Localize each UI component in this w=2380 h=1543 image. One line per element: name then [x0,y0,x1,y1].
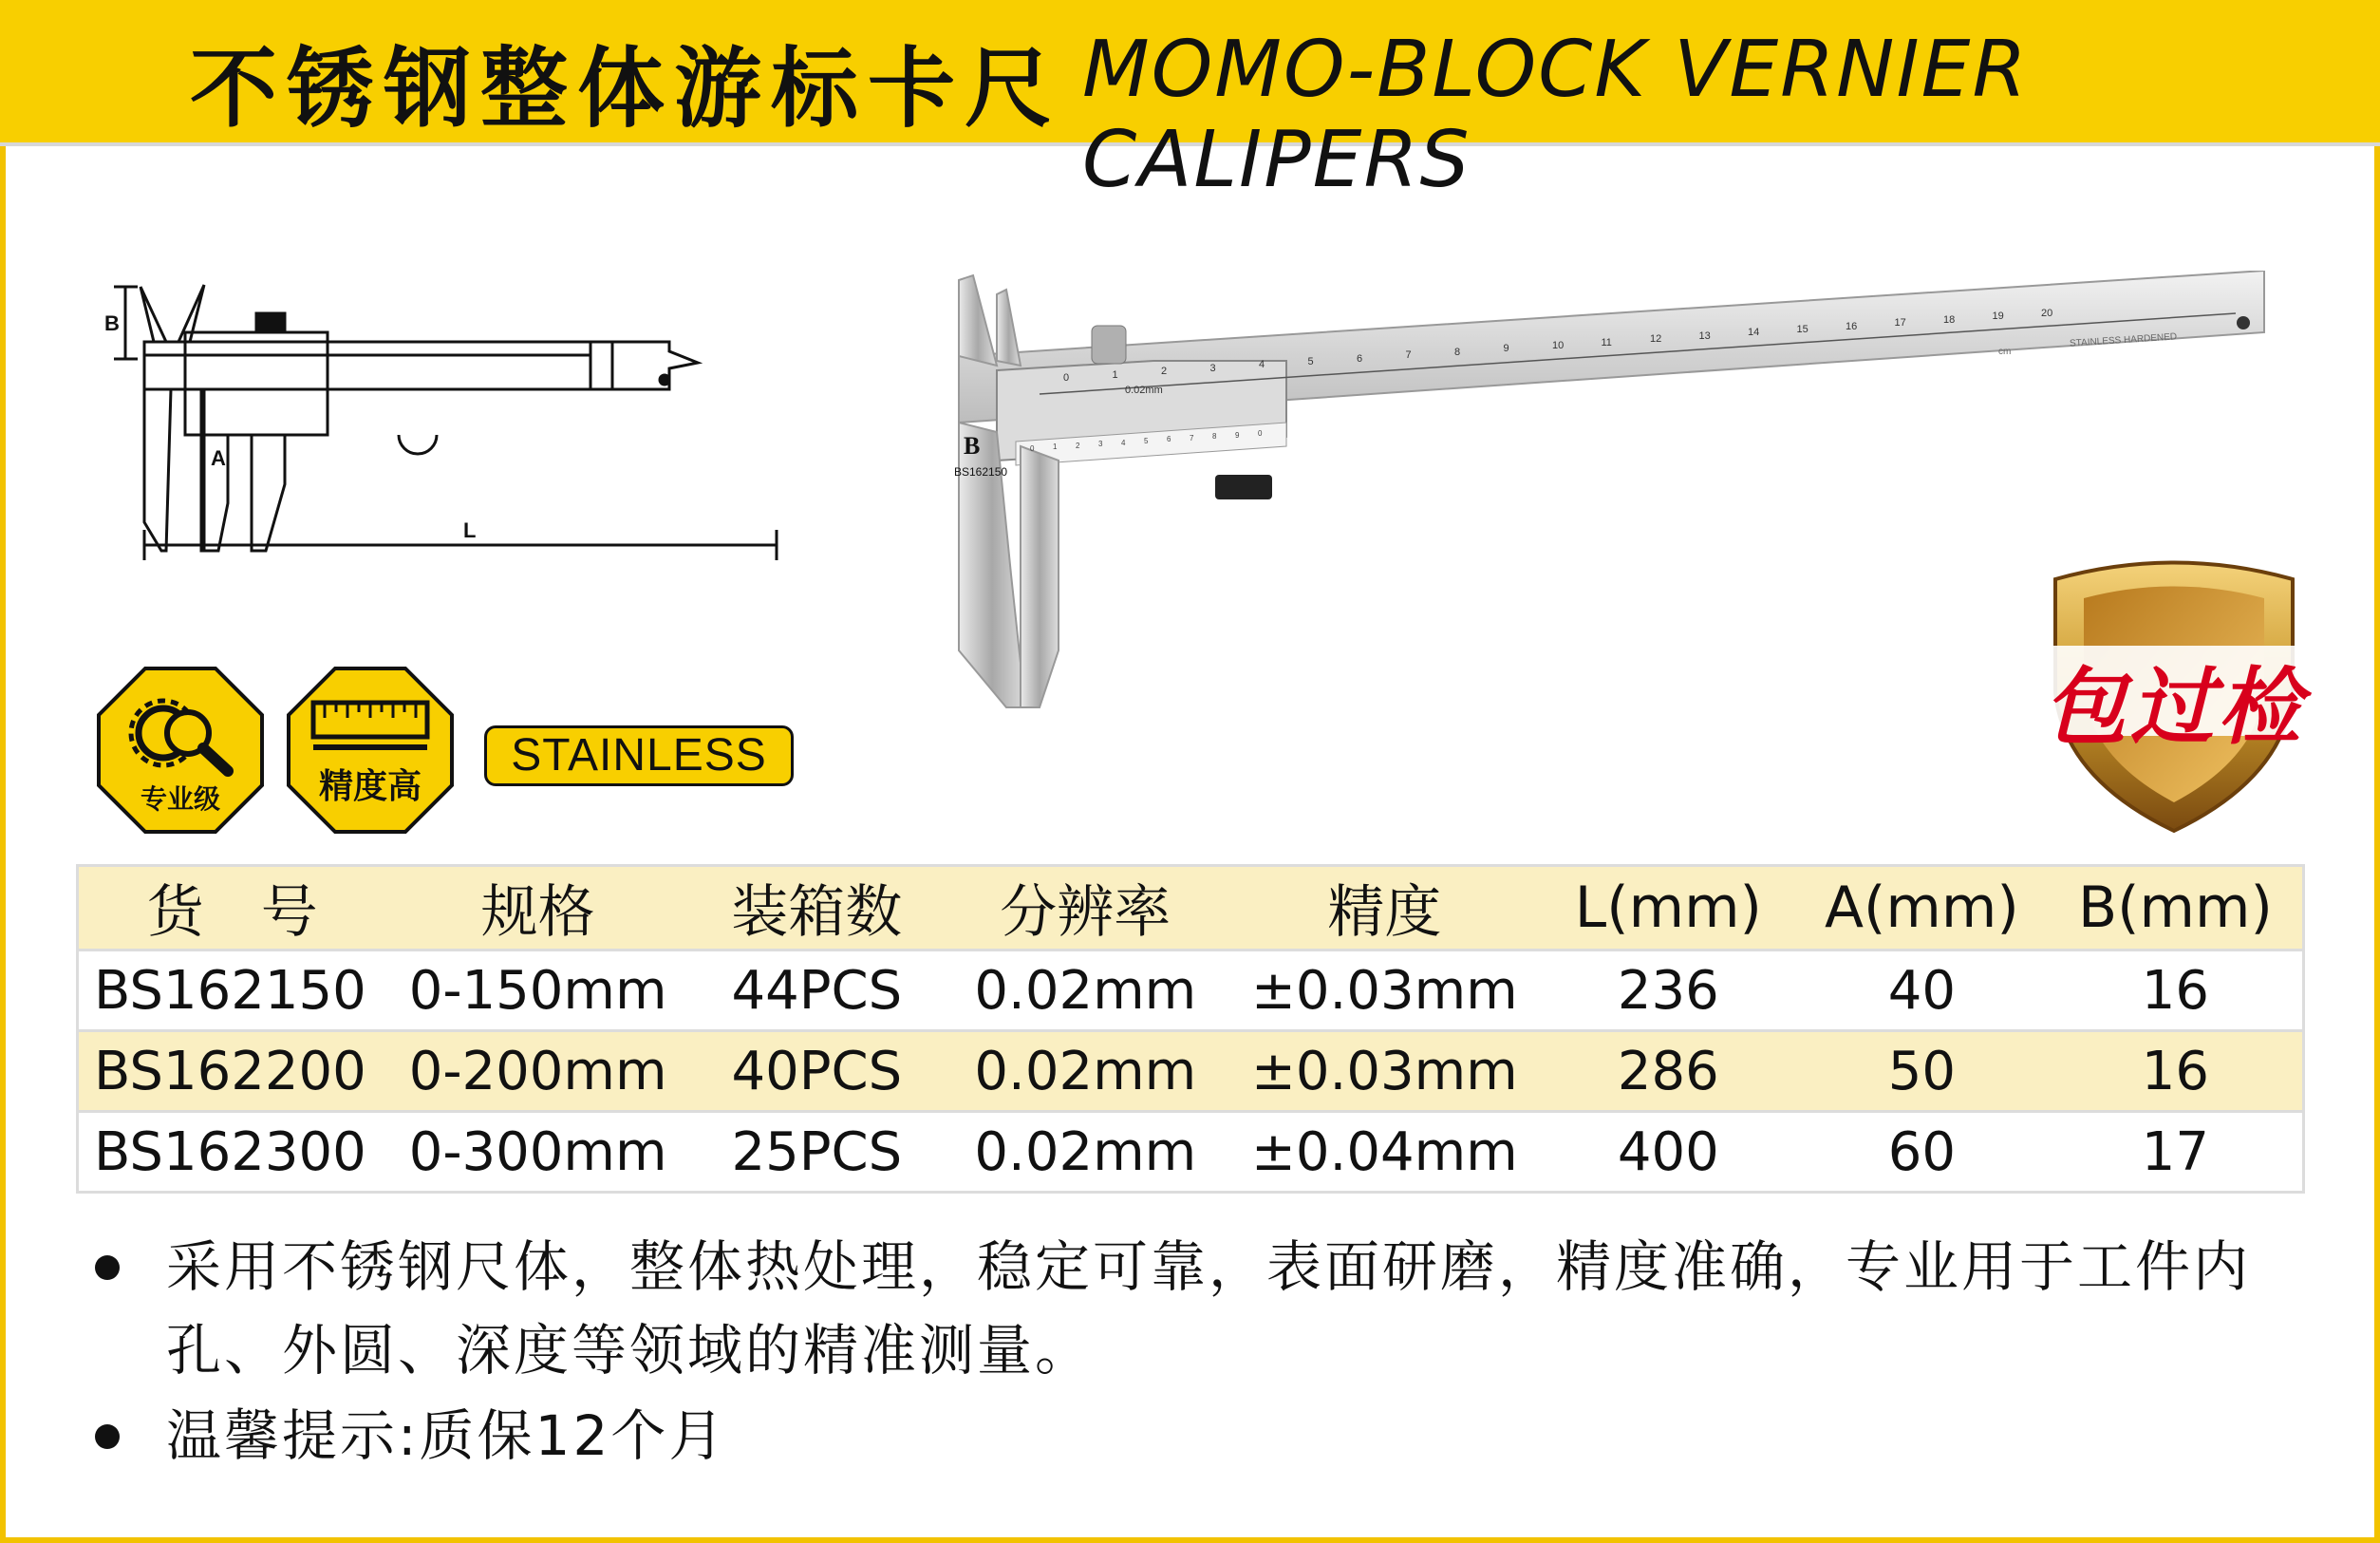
scale-number: 17 [1894,317,1906,329]
vernier-number: 8 [1212,432,1217,442]
cell-pack: 40PCS [690,1031,944,1112]
vernier-number: 0 [1030,444,1035,453]
header-cell: 规格 [385,866,689,950]
cell-range: 0-150mm [385,950,689,1031]
vernier-number: 9 [1235,430,1240,440]
header-cell: 分辨率 [944,866,1227,950]
scale-number: 11 [1601,336,1612,348]
scale-number: 18 [1943,313,1956,326]
scale-number: 6 [1357,352,1363,365]
scale-number: 5 [1307,356,1314,367]
spec-table [76,864,2305,1194]
header-bar [0,0,2380,205]
vernier-number: 0 [1258,429,1263,438]
cell-a: 50 [1795,1031,2049,1112]
table-row [78,1031,2304,1112]
cell-model: BS162200 [78,1031,386,1112]
cell-l: 400 [1542,1112,1795,1193]
cell-model: BS162300 [78,1112,386,1193]
scale-number: 15 [1796,324,1808,335]
header-cell: 货 号 [78,866,386,950]
cell-accuracy: ±0.03mm [1227,1031,1542,1112]
vernier-number: 5 [1144,437,1149,445]
cell-pack: 44PCS [690,950,944,1031]
note-item [90,1225,2350,1392]
scale-number: 2 [1161,366,1168,378]
note-item [90,1394,2350,1477]
bullet-icon [95,1424,120,1449]
cell-a: 60 [1795,1112,2049,1193]
scale-unit: cm [1998,347,2012,357]
badge-pro-grade [95,665,266,836]
scale-number: 3 [1209,362,1216,374]
cell-b: 16 [2049,950,2304,1031]
cell-b: 17 [2049,1112,2304,1193]
vernier-number: 1 [1053,442,1058,452]
badge-high-precision-label: 精度高 [318,767,422,806]
vernier-number: 7 [1190,433,1194,442]
scale-number: 1 [1112,368,1118,381]
vernier-number: 2 [1076,441,1080,450]
header-cell: 精度 [1227,866,1542,950]
badge-pro-grade-label: 专业级 [140,783,220,815]
vernier-number: 3 [1098,440,1103,449]
label-l: L [463,518,477,542]
scale-number: 10 [1552,340,1565,351]
label-b: B [104,311,120,335]
quality-seal [2017,551,2331,836]
caliper-outline-icon [95,275,816,570]
ruler-icon [285,665,456,836]
vernier-number: 6 [1167,435,1171,444]
cell-resolution: 0.02mm [944,950,1227,1031]
cell-accuracy: ±0.03mm [1227,950,1542,1031]
resolution-mark: 0.02mm [1125,385,1163,396]
dimension-diagram [95,275,816,570]
scale-number: 8 [1454,346,1461,358]
vernier-number: 4 [1121,438,1126,447]
quality-seal-label: 包过检 [2042,658,2305,756]
cell-range: 0-300mm [385,1112,689,1193]
scale-number: 16 [1846,320,1858,332]
scale-number: 13 [1698,329,1711,342]
cell-model: BS162150 [78,950,386,1031]
note-text: 采用不锈钢尺体，整体热处理，稳定可靠，表面研磨，精度准确，专业用于工件内孔、外圆、深度等领域的精准测量。 [166,1234,2252,1383]
cell-resolution: 0.02mm [944,1031,1227,1112]
table-row [78,950,2304,1031]
scale-number: 7 [1405,349,1412,362]
cell-range: 0-200mm [385,1031,689,1112]
scale-text: STAINLESS HARDENED [2069,331,2178,349]
note-text: 温馨提示:质保12个月 [166,1403,727,1468]
badge-high-precision [285,665,456,836]
table-header-row [78,866,2304,950]
model-mark: BS162150 [954,465,1008,479]
header-cell: L(mm) [1542,866,1795,950]
scale-number: 4 [1259,359,1265,371]
scale-number: 14 [1748,327,1760,339]
cell-b: 16 [2049,1031,2304,1112]
header-cell: A(mm) [1795,866,2049,950]
header-cell: 装箱数 [690,866,944,950]
header-cell: B(mm) [2049,866,2304,950]
bullet-icon [95,1255,120,1280]
cell-l: 236 [1542,950,1795,1031]
cell-pack: 25PCS [690,1112,944,1193]
cell-resolution: 0.02mm [944,1112,1227,1193]
stainless-tag: STAINLESS [484,725,794,786]
title-en: MOMO-BLOCK VERNIER CALIPERS [1082,25,2029,205]
title-cn: 不锈钢整体游标卡尺 [190,38,1062,140]
scale-number: 20 [2041,308,2053,319]
label-a: A [211,446,226,470]
cell-accuracy: ±0.04mm [1227,1112,1542,1193]
table-row [78,1112,2304,1193]
scale-number: 0 [1063,372,1070,384]
cell-l: 286 [1542,1031,1795,1112]
scale-number: 12 [1650,333,1662,346]
scale-number: 19 [1992,310,2004,323]
notes-list [90,1225,2350,1477]
cell-a: 40 [1795,950,2049,1031]
brand-mark: B [964,432,981,460]
scale-number: 9 [1503,343,1509,355]
